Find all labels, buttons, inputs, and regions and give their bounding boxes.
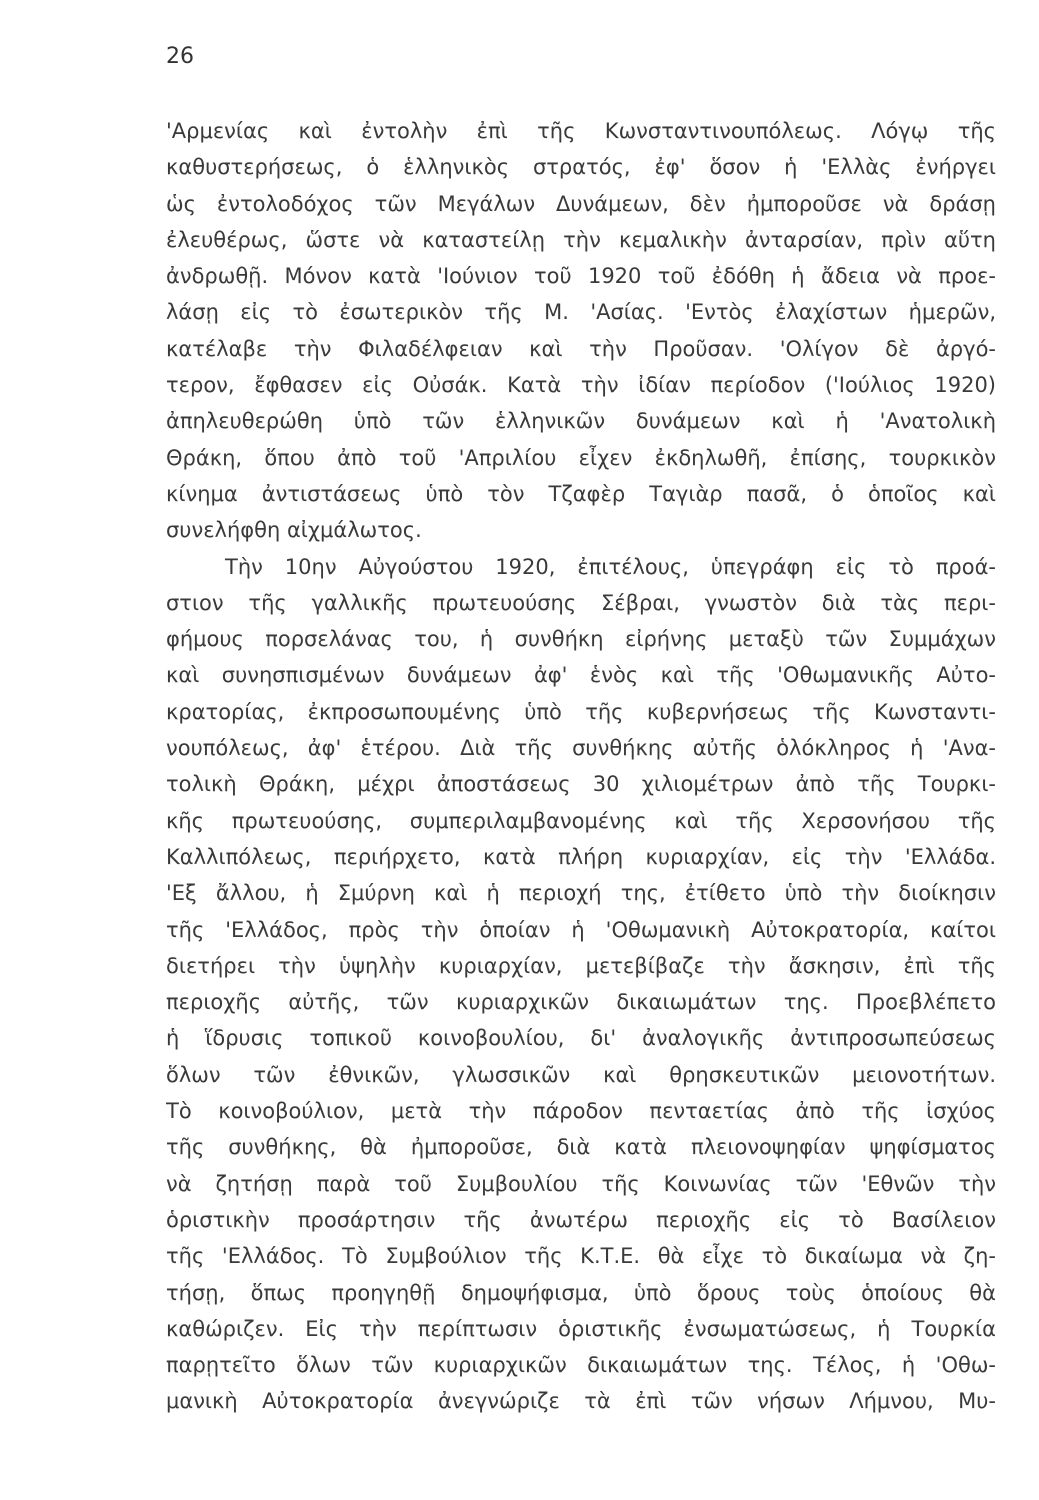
text-line: ἀπηλευθερώθη ὑπὸ τῶν ἑλληνικῶν δυνάμεων καὶ ἡ 'Ανατολικὴ <box>166 409 996 434</box>
text-line: τῆς 'Ελλάδος, πρὸς τὴν ὁποίαν ἡ 'Οθωμανικὴ Αὐτοκρατορία, καίτοι <box>166 917 996 942</box>
text-line: λάσῃ εἰς τὸ ἐσωτερικὸν τῆς Μ. 'Ασίας. 'Εντὸς ἐλαχίστων ἡμερῶν, <box>166 300 996 325</box>
text-line: κίνημα ἀντιστάσεως ὑπὸ τὸν Τζαφὲρ Ταγιὰρ πασᾶ, ὁ ὁποῖος καὶ <box>166 481 996 506</box>
text-line: κατέλαβε τὴν Φιλαδέλφειαν καὶ τὴν Προῦσαν. 'Ολίγον δὲ ἀργό- <box>166 336 996 361</box>
text-line: φήμους πορσελάνας του, ἡ συνθήκη εἰρήνης μεταξὺ τῶν Συμμάχων <box>166 627 996 652</box>
body-text <box>166 113 996 1420</box>
text-line: τήσῃ, ὅπως προηγηθῇ δημοψήφισμα, ὑπὸ ὅρους τοὺς ὁποίους θὰ <box>166 1280 996 1305</box>
text-line: νὰ ζητήσῃ παρὰ τοῦ Συμβουλίου τῆς Κοινωνίας τῶν 'Εθνῶν τὴν <box>166 1171 996 1196</box>
text-line: καὶ συνησπισμένων δυνάμεων ἀφ' ἑνὸς καὶ τῆς 'Οθωμανικῆς Αὐτο- <box>166 663 996 688</box>
text-line: τερον, ἔφθασεν εἰς Οὐσάκ. Κατὰ τὴν ἰδίαν περίοδον ('Ιούλιος 1920) <box>166 373 996 398</box>
text-line: νουπόλεως, ἀφ' ἑτέρου. Διὰ τῆς συνθήκης αὐτῆς ὁλόκληρος ἡ 'Ανα- <box>166 736 996 761</box>
text-line: 'Αρμενίας καὶ ἐντολὴν ἐπὶ τῆς Κωνσταντινουπόλεως. Λόγῳ τῆς <box>166 119 996 143</box>
text-line: Τὸ κοινοβούλιον, μετὰ τὴν πάροδον πενταετίας ἀπὸ τῆς ἰσχύος <box>166 1099 996 1124</box>
text-line: παρῃτεῖτο ὅλων τῶν κυριαρχικῶν δικαιωμάτων της. Τέλος, ἡ 'Οθω- <box>166 1353 996 1378</box>
text-line: ὁριστικὴν προσάρτησιν τῆς ἀνωτέρω περιοχῆς εἰς τὸ Βασίλειον <box>166 1207 996 1232</box>
text-line: κρατορίας, ἐκπροσωπουμένης ὑπὸ τῆς κυβερνήσεως τῆς Κωνσταντι- <box>166 699 996 724</box>
text-line: τῆς 'Ελλάδος. Τὸ Συμβούλιον τῆς Κ.Τ.Ε. θὰ εἶχε τὸ δικαίωμα νὰ ζη- <box>166 1244 996 1269</box>
text-line: Θράκη, ὅπου ἀπὸ τοῦ 'Απριλίου εἶχεν ἐκδηλωθῆ, ἐπίσης, τουρκικὸν <box>166 445 996 470</box>
text-line: τῆς συνθήκης, θὰ ἠμποροῦσε, διὰ κατὰ πλειονοψηφίαν ψηφίσματος <box>166 1135 996 1160</box>
page-number: 26 <box>166 44 194 69</box>
text-line: μανικὴ Αὐτοκρατορία ἀνεγνώριζε τὰ ἐπὶ τῶν νήσων Λήμνου, Μυ- <box>166 1389 996 1414</box>
text-line: ὡς ἐντολοδόχος τῶν Μεγάλων Δυνάμεων, δὲν ἠμποροῦσε νὰ δράσῃ <box>166 191 996 216</box>
text-line: συνελήφθη αἰχμάλωτος. <box>166 518 422 543</box>
text-line: διετήρει τὴν ὑψηλὴν κυριαρχίαν, μετεβίβαζε τὴν ἄσκησιν, ἐπὶ τῆς <box>166 953 996 978</box>
text-line: 'Εξ ἄλλου, ἡ Σμύρνη καὶ ἡ περιοχή της, ἐτίθετο ὑπὸ τὴν διοίκησιν <box>166 881 996 906</box>
text-line: Καλλιπόλεως, περιήρχετο, κατὰ πλήρη κυριαρχίαν, εἰς τὴν 'Ελλάδα. <box>166 844 996 869</box>
text-line: τολικὴ Θράκη, μέχρι ἀποστάσεως 30 χιλιομέτρων ἀπὸ τῆς Τουρκι- <box>166 772 996 797</box>
text-line: καθυστερήσεως, ὁ ἑλληνικὸς στρατός, ἐφ' ὅσον ἡ 'Ελλὰς ἐνήργει <box>166 155 996 180</box>
text-line: ἀνδρωθῇ. Μόνον κατὰ 'Ιούνιον τοῦ 1920 τοῦ ἐδόθη ἡ ἄδεια νὰ προε- <box>166 264 996 289</box>
text-line: ἐλευθέρως, ὥστε νὰ καταστείλῃ τὴν κεμαλικὴν ἀνταρσίαν, πρὶν αὕτη <box>166 227 996 252</box>
text-line: ἡ ἵδρυσις τοπικοῦ κοινοβουλίου, δι' ἀναλογικῆς ἀντιπροσωπεύσεως <box>166 1026 996 1051</box>
text-line: καθώριζεν. Εἰς τὴν περίπτωσιν ὁριστικῆς ἐνσωματώσεως, ἡ Τουρκία <box>166 1316 996 1341</box>
text-line: περιοχῆς αὐτῆς, τῶν κυριαρχικῶν δικαιωμάτων της. Προεβλέπετο <box>166 990 996 1015</box>
text-line: κῆς πρωτευούσης, συμπεριλαμβανομένης καὶ τῆς Χερσονήσου τῆς <box>166 808 996 833</box>
text-line: στιον τῆς γαλλικῆς πρωτευούσης Σέβραι, γνωστὸν διὰ τὰς περι- <box>166 590 996 615</box>
paragraph-start-line: Τὴν 10ην Αὐγούστου 1920, ἐπιτέλους, ὑπεγράφη εἰς τὸ προά- <box>225 554 996 579</box>
text-line: ὅλων τῶν ἐθνικῶν, γλωσσικῶν καὶ θρησκευτικῶν μειονοτήτων. <box>166 1062 996 1087</box>
